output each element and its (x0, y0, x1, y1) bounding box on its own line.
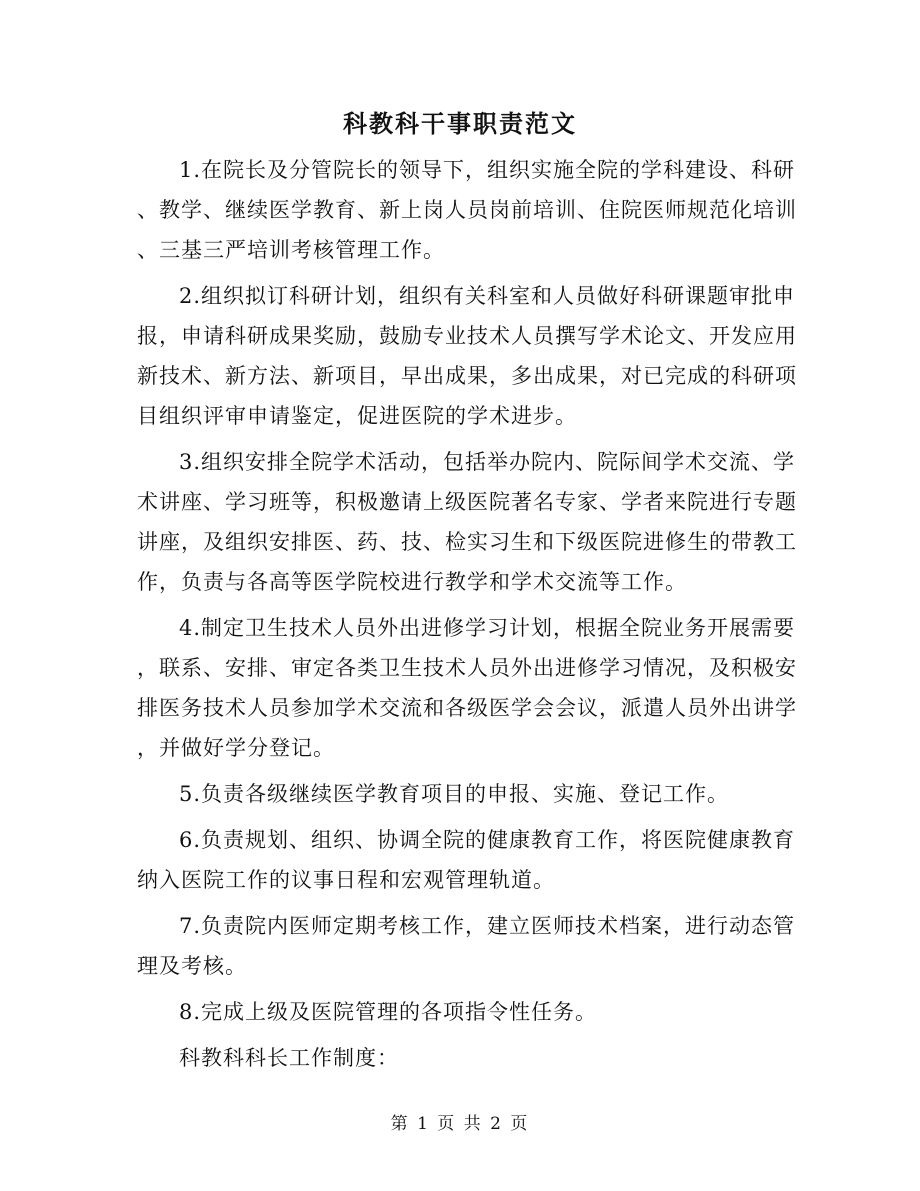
paragraph-line: 6.负责规划、组织、协调全院的健康教育工作，将医院健康教育 (179, 828, 796, 852)
paragraph-3 (137, 442, 797, 602)
paragraph-line: 4.制定卫生技术人员外出进修学习计划，根据全院业务开展需要 (179, 616, 796, 640)
paragraph-line: 8.完成上级及医院管理的各项指令性任务。 (179, 1000, 598, 1024)
paragraph-line: 作，负责与各高等医学院校进行教学和学术交流等工作。 (137, 570, 687, 594)
paragraph-line: 理及考核。 (137, 954, 247, 978)
paragraph-line: ，联系、安排、审定各类卫生技术人员外出进修学习情况，及积极安 (137, 656, 797, 680)
paragraph-line: 纳入医院工作的议事日程和宏观管理轨道。 (137, 868, 555, 892)
paragraph-line: ，并做好学分登记。 (137, 736, 335, 760)
paragraph-line: 目组织评审申请鉴定，促进医院的学术进步。 (137, 404, 577, 428)
paragraph-line: 1.在院长及分管院长的领导下，组织实施全院的学科建设、科研 (179, 158, 796, 182)
paragraph-line: 报，申请科研成果奖励，鼓励专业技术人员撰写学术论文、开发应用 (137, 324, 797, 348)
paragraph-line: 讲座，及组织安排医、药、技、检实习生和下级医院进修生的带教工 (137, 530, 797, 554)
paragraph-2 (137, 276, 797, 436)
paragraph-line: 排医务技术人员参加学术交流和各级医学会会议，派遣人员外出讲学 (137, 696, 797, 720)
paragraph-1 (137, 150, 797, 270)
paragraph-6 (137, 820, 796, 900)
paragraph-line: 2.组织拟订科研计划，组织有关科室和人员做好科研课题审批申 (179, 284, 796, 308)
paragraph-line: 术讲座、学习班等，积极邀请上级医院著名专家、学者来院进行专题 (137, 490, 797, 514)
paragraph-5 (137, 774, 773, 814)
paragraph-line: 科教科科长工作制度： (179, 1046, 399, 1070)
document-body (137, 150, 797, 1084)
page-footer: 第 1 页 共 2 页 (390, 1114, 530, 1134)
paragraph-4 (137, 608, 797, 768)
paragraph-line: 7.负责院内医师定期考核工作，建立医师技术档案，进行动态管 (179, 914, 796, 938)
paragraph-7 (137, 906, 796, 986)
document-title: 科教科干事职责范文 (343, 109, 577, 138)
paragraph-line: 、教学、继续医学教育、新上岗人员岗前培训、住院医师规范化培训 (137, 198, 797, 222)
paragraph-line: 、三基三严培训考核管理工作。 (137, 238, 445, 262)
paragraph-line: 新技术、新方法、新项目，早出成果，多出成果，对已完成的科研项 (137, 364, 797, 388)
section-heading (137, 1038, 773, 1078)
paragraph-8 (137, 992, 773, 1032)
paragraph-line: 3.组织安排全院学术活动，包括举办院内、院际间学术交流、学 (179, 450, 796, 474)
paragraph-line: 5.负责各级继续医学教育项目的申报、实施、登记工作。 (179, 782, 730, 806)
